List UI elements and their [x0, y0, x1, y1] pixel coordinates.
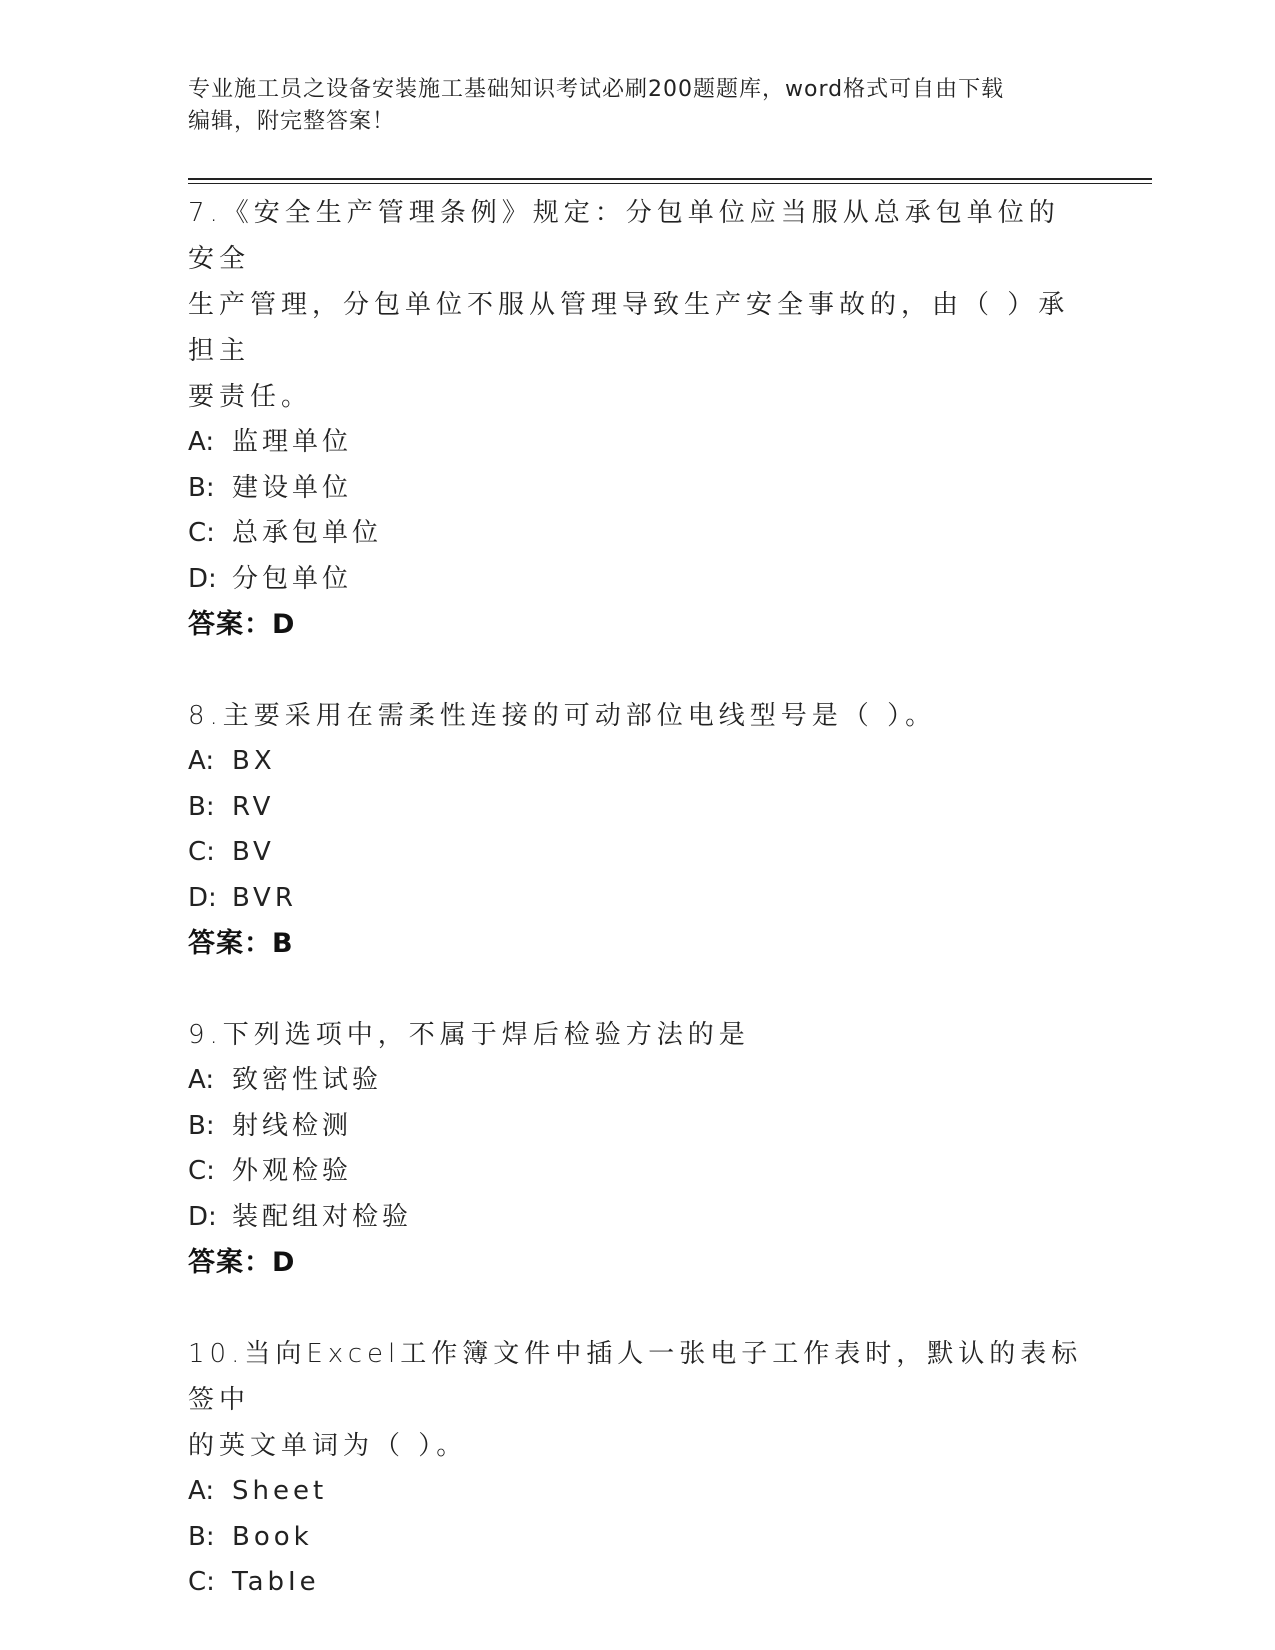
question-stem-line: 10.当向Excel工作簿文件中插人一张电子工作表时，默认的表标签中 [188, 1339, 1083, 1415]
option-b [188, 1515, 1088, 1561]
header-title-line-1: 专业施工员之设备安装施工基础知识考试必刷200题题库，word格式可自由下载 [188, 77, 1005, 102]
header-divider [188, 178, 1152, 180]
option-text: Book [232, 1521, 313, 1552]
question-stem-line: 要责任。 [188, 382, 313, 412]
header-divider-thin [188, 183, 1152, 184]
option-key: B: [188, 472, 215, 503]
option-text: 致密性试验 [232, 1065, 383, 1095]
option-text: 总承包单位 [232, 518, 383, 548]
question-stem-line: 8.主要采用在需柔性连接的可动部位电线型号是（ ）。 [188, 701, 937, 731]
option-key: A: [188, 427, 215, 457]
header-title-line-2: 编辑，附完整答案！ [188, 109, 396, 134]
question-item [188, 693, 1088, 966]
option-key: A: [188, 1065, 215, 1095]
question-stem-line: 7.《安全生产管理条例》规定：分包单位应当服从总承包单位的安全 [188, 198, 1060, 274]
option-text: 监理单位 [232, 427, 353, 457]
option-text: 分包单位 [232, 563, 353, 594]
option-c [188, 511, 1088, 557]
option-text: TabIe [232, 1567, 320, 1597]
option-a [188, 1469, 1088, 1515]
option-b [188, 466, 1088, 512]
option-key: B: [188, 1521, 215, 1552]
answer-label: 答案：D [188, 1247, 296, 1278]
option-key: C: [188, 1156, 215, 1186]
option-text: 装配组对检验 [232, 1201, 413, 1232]
option-d [188, 1195, 1088, 1241]
option-c [188, 1149, 1088, 1195]
option-key: A: [188, 1476, 215, 1506]
option-text: 射线检测 [232, 1110, 353, 1141]
option-text: BX [232, 746, 276, 776]
option-key: C: [188, 518, 215, 548]
option-key: A: [188, 746, 215, 776]
option-key: D: [188, 882, 217, 913]
option-text: 外观检验 [232, 1156, 353, 1186]
option-c [188, 830, 1088, 876]
option-d [188, 557, 1088, 603]
question-spacer [188, 647, 1088, 693]
option-text: Sheet [232, 1476, 328, 1506]
option-a [188, 420, 1088, 466]
option-key: C: [188, 837, 215, 867]
answer-label: 答案：D [188, 609, 296, 640]
option-a [188, 739, 1088, 785]
question-item [188, 1012, 1088, 1285]
option-d [188, 876, 1088, 922]
question-item [188, 1331, 1088, 1606]
option-key: B: [188, 791, 215, 822]
option-key: D: [188, 563, 217, 594]
answer-label: 答案：B [188, 928, 294, 959]
option-text: BV [232, 837, 275, 867]
question-stem-line: 9.下列选项中，不属于焊后检验方法的是 [188, 1020, 750, 1050]
option-key: B: [188, 1110, 215, 1141]
question-stem-line: 的英文单词为（ ）。 [188, 1431, 468, 1461]
question-spacer [188, 1285, 1088, 1331]
option-a [188, 1058, 1088, 1104]
question-stem-line: 生产管理，分包单位不服从管理导致生产安全事故的，由（ ）承担主 [188, 290, 1070, 366]
question-spacer [188, 966, 1088, 1012]
option-key: D: [188, 1201, 217, 1232]
option-key: C: [188, 1567, 215, 1597]
question-item [188, 190, 1088, 647]
document-header [188, 74, 1068, 138]
option-text: 建设单位 [232, 472, 353, 503]
option-text: RV [232, 791, 275, 822]
option-b [188, 785, 1088, 831]
option-b [188, 1104, 1088, 1150]
option-text: BVR [232, 882, 297, 913]
question-list [188, 190, 1088, 1606]
option-c [188, 1560, 1088, 1606]
